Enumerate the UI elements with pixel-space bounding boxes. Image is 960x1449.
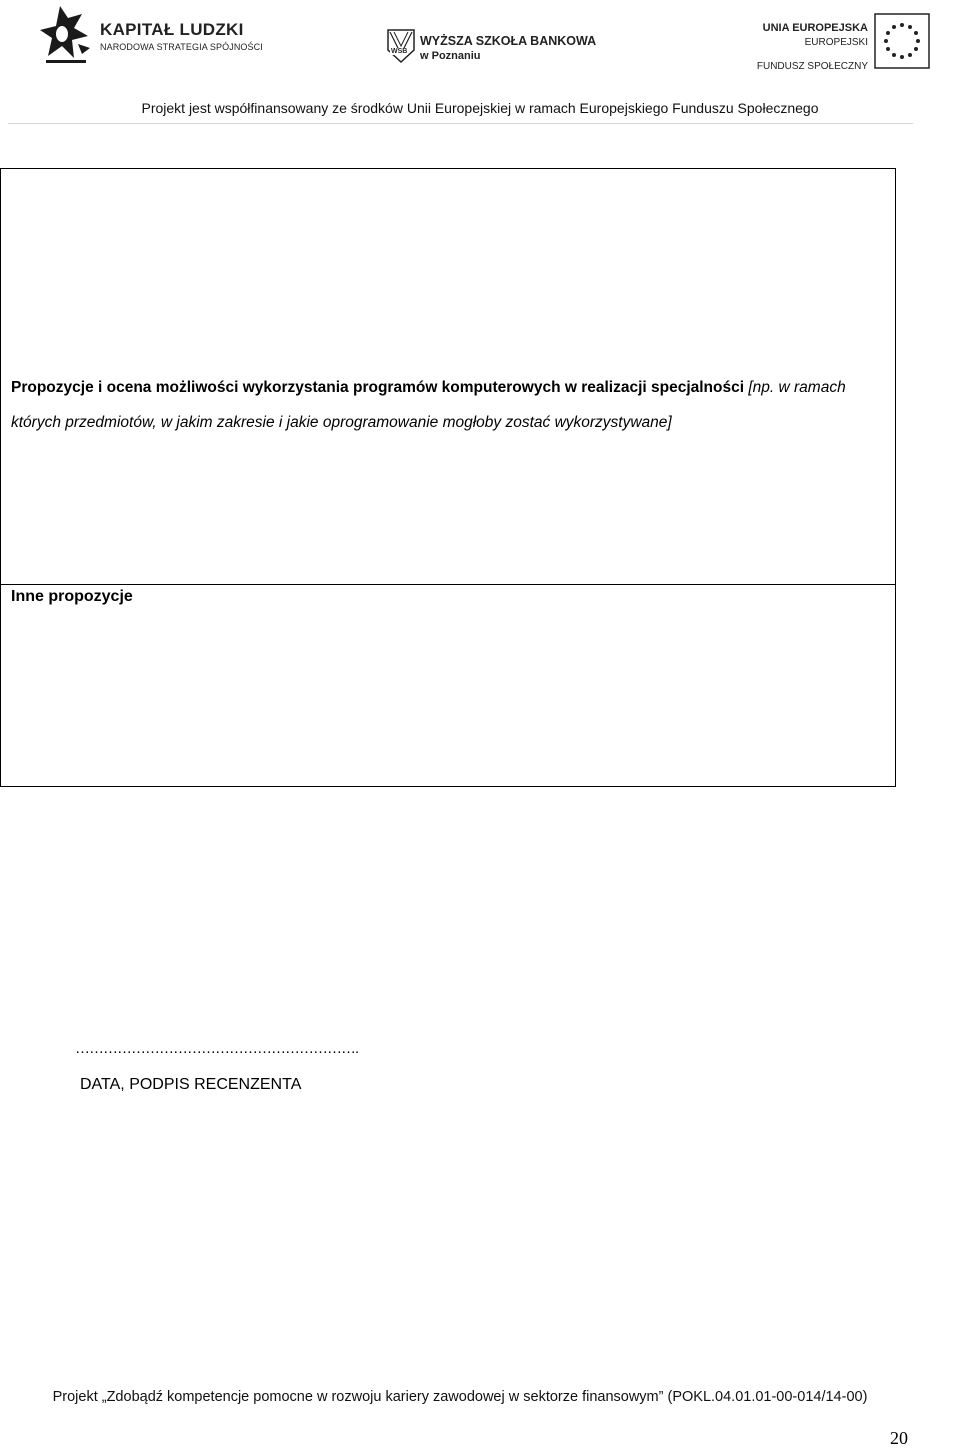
wsb-subtitle: w Poznaniu — [420, 50, 481, 62]
header-divider — [8, 123, 913, 124]
question-software-use — [11, 370, 891, 440]
wsb-badge: WSB — [391, 48, 408, 55]
eu-flag-stars-icon — [874, 13, 930, 69]
eu-logo — [740, 10, 940, 72]
eu-line-1: UNIA EUROPEJSKA — [762, 22, 868, 34]
wsb-shield-icon — [386, 28, 416, 64]
project-footer: Projekt „Zdobądź kompetencje pomocne w rozwoju kariery zawodowej w sektorze finansowym” (POKL.04.01.01-00-014/14-00) — [52, 1389, 868, 1405]
kapital-ludzki-title: KAPITAŁ LUDZKI — [100, 20, 244, 39]
cofinancing-note: Projekt jest współfinansowany ze środków Unii Europejskiej w ramach Europejskiego Funduszu Społecznego — [141, 100, 819, 116]
eu-line-2: EUROPEJSKI — [804, 37, 868, 48]
kapital-ludzki-emblem-icon — [38, 4, 96, 68]
signature-label: DATA, PODPIS RECENZENTA — [80, 1076, 302, 1093]
eu-line-3: FUNDUSZ SPOŁECZNY — [756, 61, 868, 72]
kapital-ludzki-logo — [38, 4, 263, 68]
form-row-divider — [0, 584, 896, 585]
wsb-title: WYŻSZA SZKOŁA BANKOWA — [420, 34, 597, 48]
review-form-box — [0, 168, 896, 787]
kapital-ludzki-subtitle: NARODOWA STRATEGIA SPÓJNOŚCI — [100, 42, 263, 52]
question-software-use-title: Propozycje i ocena możliwości wykorzystania programów komputerowych w realizacji specjalności — [11, 379, 745, 396]
wsb-logo — [386, 28, 606, 68]
page-number: 20 — [890, 1428, 908, 1448]
question-other-proposals: Inne propozycje — [11, 588, 133, 605]
question-software-use-hint: [np. w ramach których przedmiotów, w jakim zakresie i jakie oprogramowanie mogłoby zostać wykorzystywane] — [11, 379, 846, 431]
signature-line: ……………………………………………………. — [75, 1040, 359, 1057]
